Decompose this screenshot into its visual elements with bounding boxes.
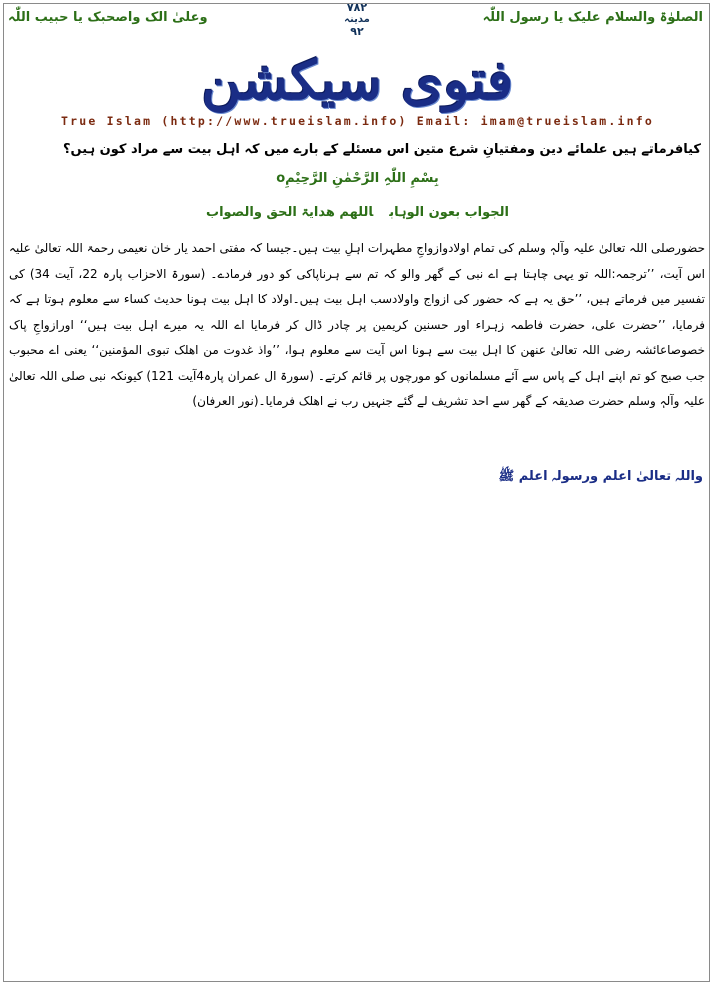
answer-heading-part1: الجواب بعون الوہاب: [389, 205, 509, 220]
answer-heading-part2: اللھم ھدایۃ الحق والصواب: [206, 205, 374, 220]
question-text: کیافرماتے ہیں علمائے دین ومفتیانِ شرع متین اس مسئلے کے بارے میں کہ اہل بیت سے مراد کون ہیں؟: [62, 142, 701, 157]
page-title: فتوی سیکشن: [201, 48, 514, 112]
bismillah: بِسْمِ اللّٰہِ الرَّحْمٰنِ الرَّحِیْمِo: [276, 171, 439, 186]
fatwa-number-mid: مدینہ: [344, 14, 370, 25]
salutation-left: وعلیٰ الک واصحبک یا حبیب اللّٰہ: [8, 10, 208, 25]
fatwa-number: [332, 2, 382, 38]
answer-heading: [0, 205, 715, 220]
salutation-right: الصلوٰۃ والسلام علیک یا رسول اللّٰہ: [482, 10, 703, 25]
answer-body: حضورصلی اللہ تعالیٰ علیہ وآلہٖ وسلم کی تمام اولادوازواجِ مطہرات اہلِ بیت ہیں۔جیسا کہ مفتی احمد یار خان نعیمی رحمۃ اللہ تعالیٰ علیہ اس آیت، ’’ترجمہ:اللہ تو یہی چاہتا ہے اے نبی کے گھر والو کہ تم سے ہرناپاکی کو دور فرمادے۔ (سورۃ الاحزاب پارہ 22، آیت 34) کی تفسیر میں فرماتے ہیں، ’’حق یہ ہے کہ حضور کی ازواج واولادسب اہل بیت ہیں۔اولاد کا اہل بیت ہونا حدیث کساء سے معلوم ہوتا ہے کہ فرمایا، ’’حضرت علی، حضرت فاطمہ زہراء اور حسنین کریمین پر چادر ڈال کر فرمایا اے اللہ یہ میرے اہل بیت ہیں‘‘ اورازواجِ پاک خصوصاعائشہ رضی اللہ تعالیٰ عنھن کا اہل بیت سے ہونا اس آیت سے معلوم ہوا، ’’واذ غدوت من اھلک تبوی المؤمنین‘‘ یعنی اے محبوب جب صبح کو تم اپنے اہل کے پاس سے آئے مسلمانوں کو مورچوں پر قائم کرتے۔ (سورۃ ال عمران پارہ4آیت 121) کیونکہ نبی صلی اللہ تعالیٰ علیہ وآلہٖ وسلم حضرت صدیقہ کے گھر سے احد تشریف لے گئے جنہیں رب نے اھلک فرمایا۔(نور العرفان): [9, 241, 705, 408]
site-contact-line: True Islam (http://www.trueislam.info) Email: imam@trueislam.info: [60, 114, 655, 128]
fatwa-number-bottom: ۹۲: [350, 25, 364, 38]
fatwa-number-top: ۷۸۲: [346, 1, 368, 14]
closing-line: واللہ تعالیٰ اعلم ورسولہ اعلم ﷺ: [498, 469, 703, 484]
